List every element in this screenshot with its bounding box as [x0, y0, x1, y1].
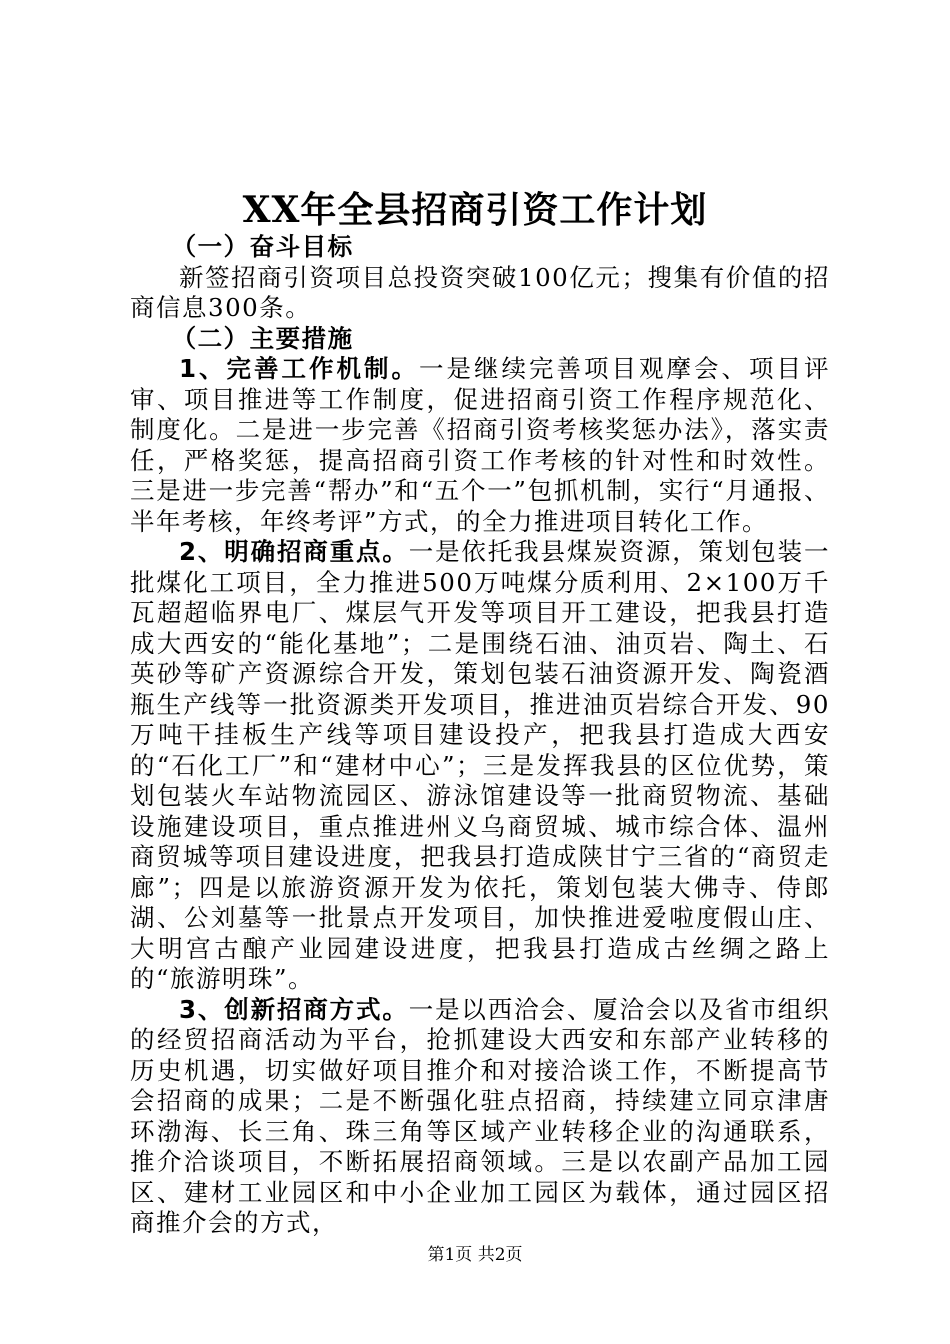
paragraph-measure-3: [130, 995, 830, 1239]
measure-1-text: 一是继续完善项目观摩会、项目评审、项目推进等工作制度，促进招商引资工作程序规范化、制度化。二是进一步完善《招商引资考核奖惩办法》，落实责任，严格奖惩，提高招商引资工作考核的针对性和时效性。三是进一步完善“帮办”和“五个一”包抓机制，实行“月通报、半年考核，年终考评”方式，的全力推进项目转化工作。: [130, 354, 831, 536]
measure-2-lead: 2、明确招商重点。: [179, 537, 409, 566]
paragraph-measure-1: [130, 354, 830, 537]
section-heading-goals: （一）奋斗目标: [171, 232, 354, 261]
measure-3-text: 一是以西洽会、厦洽会以及省市组织的经贸招商活动为平台，抢抓建设大西安和东部产业转移的历史机遇，切实做好项目推介和对接洽谈工作，不断提高节会招商的成果；二是不断强化驻点招商，持续建立同京津唐环渤海、长三角、珠三角等区域产业转移企业的沟通联系，推介洽谈项目，不断拓展招商领域。三是以农副产品加工园区、建材工业园区和中小企业加工园区为载体，通过园区招商推介会的方式，: [130, 994, 831, 1237]
section-heading-measures: （二）主要措施: [171, 323, 354, 353]
document-body: [130, 232, 830, 1239]
document-title: XX年全县招商引资工作计划: [242, 189, 708, 231]
measure-1-lead: 1、完善工作机制。: [179, 354, 420, 383]
measure-2-text: 一是依托我县煤炭资源，策划包装一批煤化工项目，全力推进500万吨煤分质利用、2×100万千瓦超超临界电厂、煤层气开发等项目开工建设，把我县打造成大西安的“能化基地”；二是围绕石油、油页岩、陶土、石英砂等矿产资源综合开发，策划包装石油资源开发、陶瓷酒瓶生产线等一批资源类开发项目，推进油页岩综合开发、90万吨干挂板生产线等项目建设投产，把我县打造成大西安的“石化工厂”和“建材中心”；三是发挥我县的区位优势，策划包装火车站物流园区、游泳馆建设等一批商贸物流、基础设施建设项目，重点推进州义乌商贸城、城市综合体、温州商贸城等项目建设进度，把我县打造成陕甘宁三省的“商贸走廊”；四是以旅游资源开发为依托，策划包装大佛寺、侍郎湖、公刘墓等一批景点开发项目，加快推进爱啦度假山庄、大明宫古酿产业园建设进度，把我县打造成古丝绸之路上的“旅游明珠”。: [130, 537, 831, 993]
page-number-footer: 第1页 共2页: [427, 1245, 523, 1265]
paragraph-measure-2: [130, 537, 830, 995]
measure-3-lead: 3、创新招商方式。: [179, 994, 409, 1024]
paragraph-goals: 新签招商引资项目总投资突破100亿元；搜集有价值的招商信息300条。: [130, 262, 830, 322]
